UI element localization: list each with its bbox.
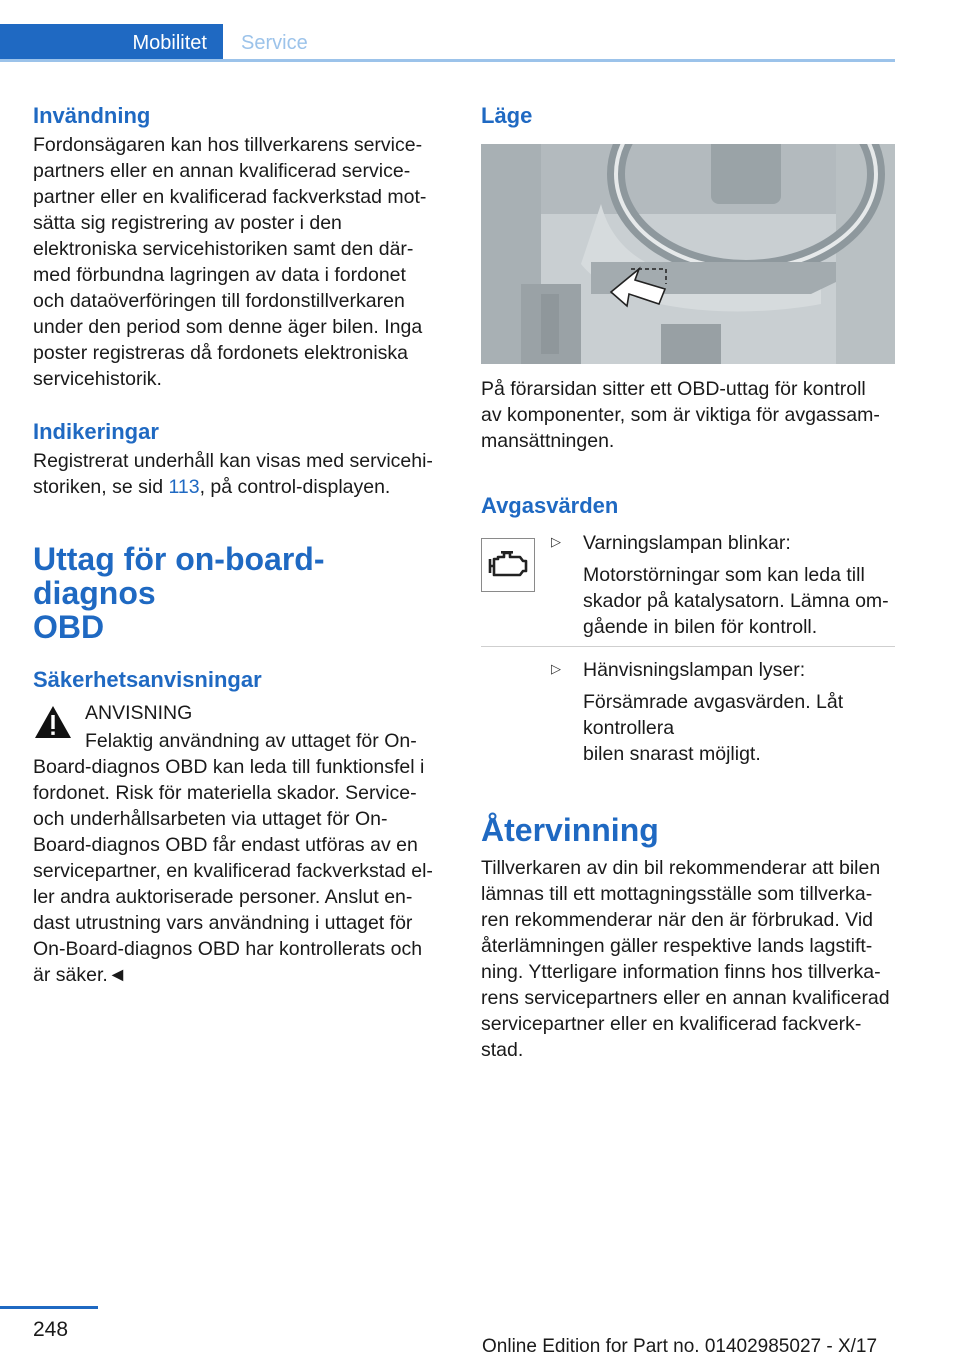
heading-indikeringar: Indikeringar [33,419,159,444]
heading-atervinning: Återvinning [481,812,659,848]
item-title: Hänvisningslampan lyser: [583,659,806,681]
text-line: återlämningen gäller respektive lands lagstift- [481,935,873,957]
chapter-tab-bar [0,24,895,62]
text-line: On-Board-diagnos OBD har kontrollerats och [33,938,423,960]
text-line: skador på katalysatorn. Lämna om- [583,590,889,612]
heading-invandning: Invändning [33,103,151,128]
list-item [551,530,895,640]
text-line: servicepartner, en kvalificerad fackverkstad el- [33,860,433,882]
warning-block [33,700,443,754]
text-line: lämnas till ett mottagningsställe som tillverka- [481,883,873,905]
engine-check-icon [482,539,534,591]
heading-lage: Läge [481,103,533,128]
section-avgasvarden [481,490,895,767]
text-line: servicehistorik. [33,368,162,390]
page-reference-link[interactable]: 113 [168,476,200,498]
paragraph-lage [481,376,895,454]
section-invandning [33,100,443,392]
text-line: Försämrade avgasvärden. Låt kontrollera [583,691,844,739]
text-line: poster registreras då fordonets elektroniska [33,342,409,364]
paragraph-invandning [33,132,443,392]
warning-title: ANVISNING [85,702,193,724]
item-body [583,689,895,767]
warning-triangle-icon [33,704,73,740]
text-line: ning. Ytterligare information finns hos tillverka- [481,961,881,983]
tab-mobilitet[interactable]: Mobilitet [0,24,223,62]
text-line: På förarsidan sitter ett OBD-uttag för kontroll [481,378,866,400]
bullet-triangle-icon: ▷ [551,661,561,676]
paragraph-atervinning [481,855,895,1063]
text-line: Fordonsägaren kan hos tillverkarens service- [33,134,423,156]
heading-sakerhetsanvisningar: Säkerhetsanvisningar [33,667,262,692]
text-fragment: storiken, se sid [33,476,169,498]
text-line: gående in bilen för kontroll. [583,616,818,638]
text-line: partners eller en annan kvalificerad service- [33,160,411,182]
text-line: mansättningen. [481,430,615,452]
text-line: och underhållsarbeten via uttaget för On- [33,808,388,830]
section-atervinning [481,813,895,1063]
edition-note: Online Edition for Part no. 01402985027 - X/17 [482,1336,878,1357]
text-fragment: , på control-displayen. [199,476,391,498]
text-line: av komponenter, som är viktiga för avgassam- [481,404,880,426]
section-lage [481,100,895,454]
list-item [551,657,895,767]
text-line: med förbundna lagringen av data i fordonet [33,264,406,286]
text-line: är säker.◄ [33,964,128,986]
text-line: dast utrustning vars användning i uttaget för [33,912,413,934]
text-line: partner eller en kvalificerad fackverkstad mot- [33,186,427,208]
left-column [33,100,443,988]
text-line: ler andra auktoriserade personer. Anslut en- [33,886,413,908]
item-body [583,562,895,640]
text-line: och dataöverföringen till fordonstillverkaren [33,290,405,312]
paragraph-indikeringar [33,448,443,500]
heading-avgasvarden: Avgasvärden [481,493,619,518]
item-title: Varningslampan blinkar: [583,532,791,554]
text-line: elektroniska servicehistoriken samt den där- [33,238,414,260]
tab-service[interactable]: Service [223,24,308,62]
text-line: servicepartner eller en kvalificerad fackverk- [481,1013,862,1035]
right-column [481,100,895,1063]
text-line: under den period som denne äger bilen. Inga [33,316,423,338]
warning-first-line: Felaktig användning av uttaget för On- [85,730,417,752]
heading-uttag-line2: OBD [33,609,105,645]
avgas-list [551,530,895,640]
text-line: Motorstörningar som kan leda till [583,564,865,586]
text-line: Board-diagnos OBD får endast utföras av en [33,834,418,856]
paragraph-warning [33,754,443,988]
section-indikeringar [33,416,443,500]
header-rule [0,59,895,62]
avgas-list-block [481,530,895,640]
text-line: Registrerat underhåll kan visas med servicehi- [33,450,433,472]
dashboard-illustration-icon [481,144,895,364]
text-line: sätta sig registrering av poster i den [33,212,342,234]
text-line: ren rekommenderar när den är förbrukad. Vid [481,909,874,931]
section-uttag [33,542,443,644]
section-sakerhet [33,664,443,988]
text-line: rens servicepartners eller en annan kvalificerad [481,987,890,1009]
list-divider [481,646,895,647]
text-line: Tillverkaren av din bil rekommenderar att bilen [481,857,881,879]
text-line: bilen snarast möjligt. [583,743,761,765]
text-line: fordonet. Risk för materiella skador. Service- [33,782,417,804]
heading-uttag-line1: Uttag för on-board-diagnos [33,541,325,611]
text-line: stad. [481,1039,524,1061]
obd-location-illustration [481,144,895,364]
footer-page-rule [0,1306,98,1309]
page-number: 248 [33,1318,69,1341]
bullet-triangle-icon: ▷ [551,534,561,549]
engine-warning-lamp [481,538,535,592]
text-line [33,474,443,500]
text-line: Board-diagnos OBD kan leda till funktionsfel i [33,756,425,778]
